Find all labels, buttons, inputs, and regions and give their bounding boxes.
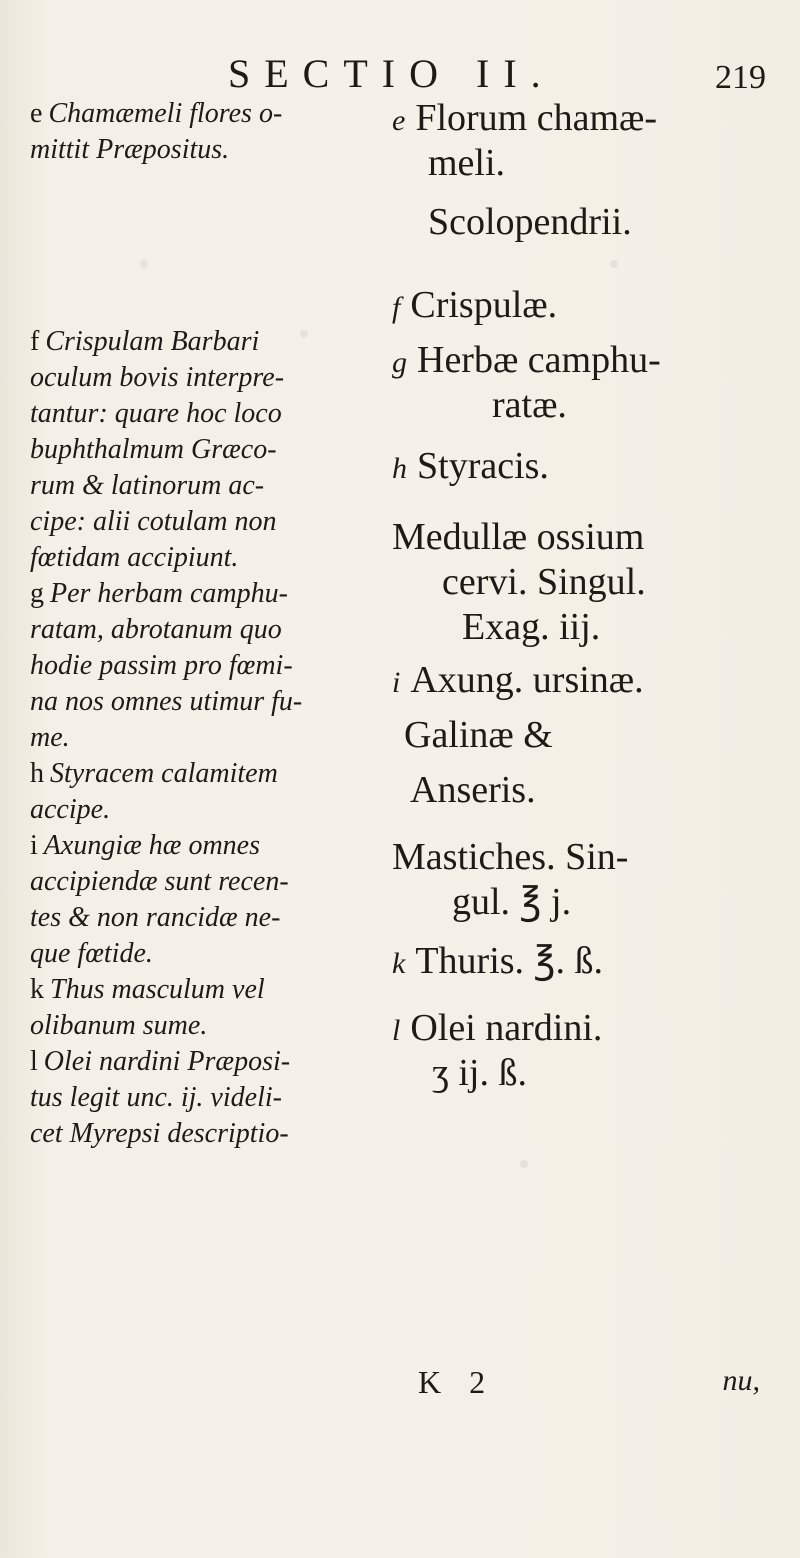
note-line: Styracem calamitem	[50, 758, 278, 789]
ingredient-marker: g	[392, 346, 407, 379]
signature-mark: K 2	[418, 1364, 496, 1400]
ingredient-h	[392, 444, 782, 489]
ingredient-f	[392, 283, 782, 328]
note-line: Per herbam camphu-	[50, 578, 288, 609]
note-line: accipiendæ sunt recen-	[30, 866, 289, 897]
note-line: cipe: alii cotulam non	[30, 506, 277, 537]
note-line: Olei nardini Præposi-	[43, 1046, 291, 1077]
notes-column	[30, 96, 370, 1152]
note-e	[30, 96, 370, 168]
note-line: tes & non rancidæ ne-	[30, 902, 281, 933]
ingredient-line: Scolopendrii.	[428, 201, 632, 243]
ingredient-medulla	[392, 515, 782, 650]
ingredient-i	[392, 658, 782, 813]
ingredient-line: Crispulæ.	[410, 284, 558, 326]
note-line: Crispulam Barbari	[45, 326, 260, 357]
catchword: nu,	[722, 1364, 760, 1397]
note-line: tus legit unc. ij. videli-	[30, 1082, 282, 1113]
ingredient-marker: f	[392, 291, 401, 324]
note-line: me.	[30, 722, 70, 753]
note-line: Chamæmeli flores o-	[48, 98, 283, 129]
ingredient-g	[392, 338, 782, 428]
ingredients-column	[392, 96, 782, 1096]
ingredient-line: Galinæ &	[404, 714, 553, 756]
note-line: Thus masculum vel	[50, 974, 265, 1005]
ingredient-l	[392, 1006, 782, 1096]
note-line: mittit Præpositus.	[30, 134, 230, 165]
note-line: cet Myrepsi descriptio-	[30, 1118, 289, 1149]
note-marker: h	[30, 758, 44, 789]
note-line: buphthalmum Græco-	[30, 434, 277, 465]
note-marker: k	[30, 974, 44, 1005]
note-marker: i	[30, 830, 38, 861]
note-line: olibanum sume.	[30, 1010, 208, 1041]
ingredient-line: cervi. Singul.	[442, 561, 646, 603]
note-marker: l	[30, 1046, 38, 1077]
paper-speck	[140, 260, 148, 268]
ingredient-marker: k	[392, 947, 406, 980]
page-number: 219	[715, 59, 766, 96]
note-g	[30, 576, 370, 756]
ingredient-marker: i	[392, 666, 401, 699]
ingredient-marker: l	[392, 1014, 401, 1047]
note-i	[30, 828, 370, 972]
ingredient-line: Medullæ ossium	[392, 516, 645, 558]
ingredient-line: Mastiches. Sin-	[392, 836, 629, 878]
note-line: oculum bovis interpre-	[30, 362, 285, 393]
ingredient-mastiche	[392, 835, 782, 925]
ingredient-line: ʒ ij. ß.	[432, 1052, 527, 1094]
note-h	[30, 756, 370, 828]
note-marker: e	[30, 98, 43, 129]
page-footer	[0, 1364, 800, 1404]
note-line: que fœtide.	[30, 938, 153, 969]
ingredient-line: Thuris. ℥. ß.	[415, 940, 603, 982]
note-line: na nos omnes utimur fu-	[30, 686, 303, 717]
note-l	[30, 1044, 370, 1152]
ingredient-line: Styracis.	[417, 445, 549, 487]
note-line: Axungiæ hæ omnes	[43, 830, 260, 861]
note-line: ratam, abrotanum quo	[30, 614, 282, 645]
ingredient-marker: e	[392, 104, 406, 137]
paper-speck	[300, 330, 308, 338]
paper-speck	[520, 1160, 528, 1168]
ingredient-line: Anseris.	[410, 769, 536, 811]
ingredient-line: Olei nardini.	[410, 1007, 603, 1049]
ingredient-line: gul. ℥ j.	[452, 881, 572, 923]
page-header	[0, 52, 800, 102]
note-line: fœtidam accipiunt.	[30, 542, 239, 573]
ingredient-e	[392, 96, 782, 186]
note-line: hodie passim pro fœmi-	[30, 650, 293, 681]
note-marker: f	[30, 326, 40, 357]
ingredient-line: ratæ.	[492, 384, 567, 426]
ingredient-line: Exag. iij.	[462, 606, 601, 648]
note-f	[30, 324, 370, 576]
note-k	[30, 972, 370, 1044]
ingredient-line: Axung. ursinæ.	[410, 659, 644, 701]
ingredient-k	[392, 939, 782, 984]
ingredient-scolopendrium	[392, 200, 782, 245]
note-marker: g	[30, 578, 44, 609]
note-line: accipe.	[30, 794, 111, 825]
note-line: tantur: quare hoc loco	[30, 398, 282, 429]
ingredient-line: Florum chamæ-	[415, 97, 658, 139]
ingredient-marker: h	[392, 452, 407, 485]
running-head: SECTIO II.	[228, 51, 555, 96]
note-line: rum & latinorum ac-	[30, 470, 265, 501]
paper-speck	[610, 260, 618, 268]
ingredient-line: Herbæ camphu-	[417, 339, 661, 381]
ingredient-line: meli.	[428, 142, 506, 184]
